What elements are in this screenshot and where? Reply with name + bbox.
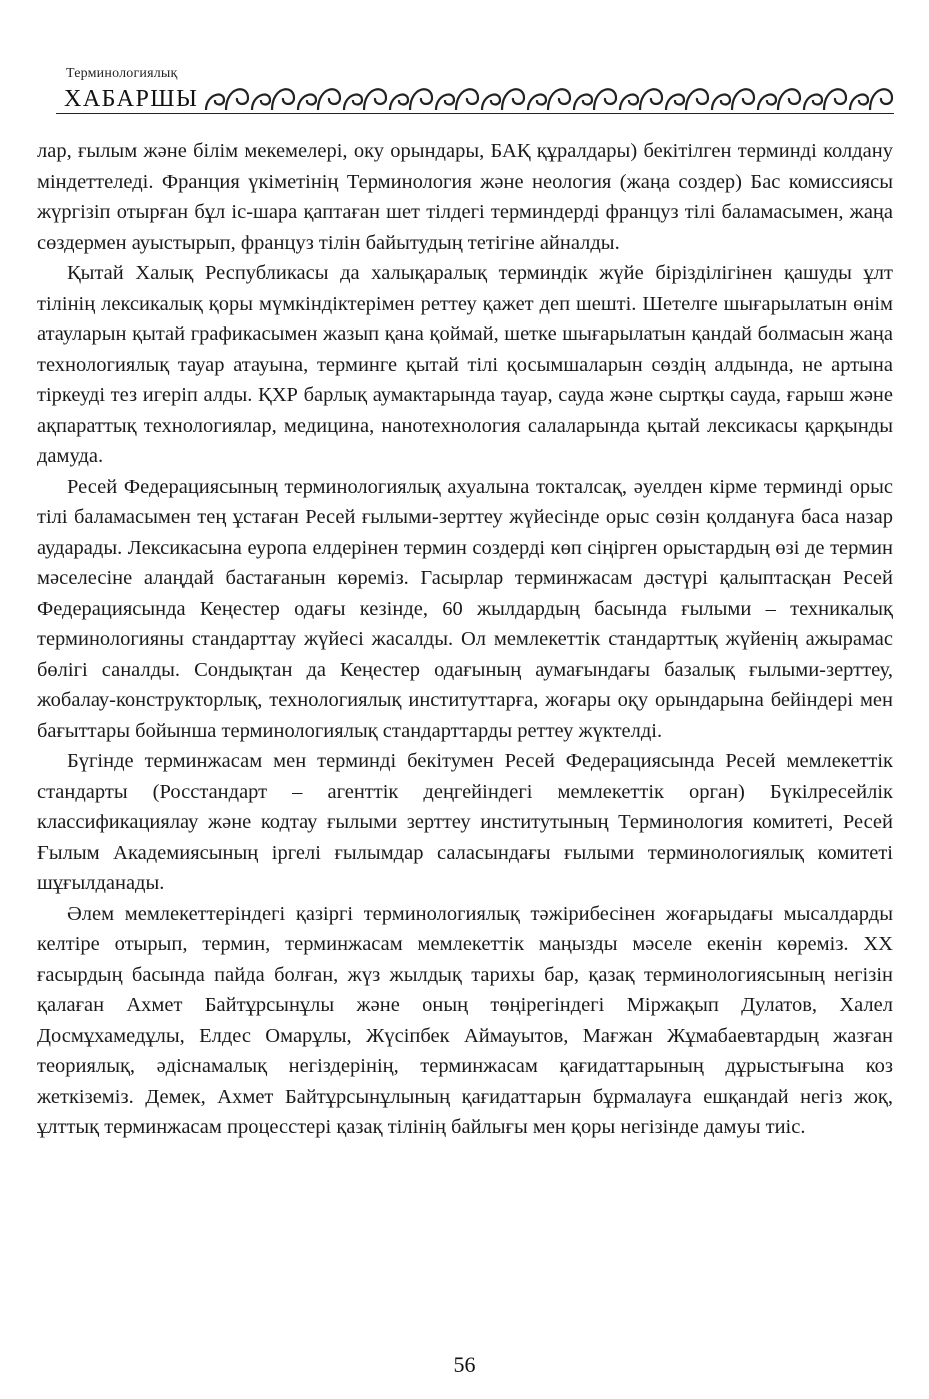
ornament-scroll-segment <box>528 89 570 110</box>
ornament-scroll-segment <box>574 89 616 110</box>
scroll-wave-ornament-icon <box>204 76 894 116</box>
paragraph: Бүгінде терминжасам мен терминді бекітумен Ресей Федерациясында Ресей мемлекеттік стандарты (Росстандарт – агенттік деңгейіндегі мемлекеттік орган) Бүкілресейлік классификациялау және кодтау ғылыми зерттеу институтының Терминология комитеті, Ресей Ғылым Академиясының іргелі ғылымдар саласындағы ғылыми терминологиялық комитеті шұғылданады. <box>37 750 893 894</box>
header-rule <box>56 113 894 114</box>
ornament-scroll-segment <box>804 89 846 110</box>
journal-subtitle: Терминологиялық <box>66 66 178 81</box>
ornament-scroll-segment <box>436 89 478 110</box>
paragraph: Қытай Халық Республикасы да халықаралық терминдік жүйе біріздiлігінен қашуды ұлт тілінің лексикалық қоры мүмкіндіктерімен реттеу қажет деп шешті. Шетелге шығарылатын өнім атауларын қытай графикасымен жазып қана қоймай, шетке шығарылатын қандай болмасын жаңа технологиялық тауар атауына, терминге қытай тілі қосымшаларын сөздің алдында, не артына тіркеуді тез игеріп алды. ҚХР барлық аумактарында тауар, сауда және сыртқы сауда, ғарыш және ақпараттық технологиялар, медицина, нанотехнология салаларында қытай лексикасы қарқынды дамуда. <box>37 262 893 467</box>
ornament-scroll-segment <box>390 89 432 110</box>
ornament-scroll-segment <box>252 89 294 110</box>
ornament-scroll-segment <box>666 89 708 110</box>
ornament-scroll-segment <box>850 89 892 110</box>
paragraph: Ресей Федерациясының терминологиялық ахуалына токталсақ, әуелден кірме терминді орыс тілі баламасымен тең ұстаған Ресей ғылыми-зерттеу жүйесінде орыс сөзін қолдануға баса назар аударады. Лексикасына еуропа елдерінен термин создерді көп сіңірген орыстардың өзі де термин мәселесіне алаңдай бастағанын көреміз. Гасырлар терминжасам дәстүрі қалыптасқан Ресей Федерациясында Кеңестер одағы кезінде, 60 жылдардың басында ғылыми – техникалық терминологияны стандарттау жүйесі жасалды. Ол мемлекеттік стандарттық жүйенің ажырамас бөлігі саналды. Сондықтан да Кеңестер одағының аумағындағы базалық ғылыми-зерттеу, жобалау-конструкторлық, технологиялық институттарға, жоғары оқу орындарына бейіндері мен бағыттары бойынша терминологиялық стандарттарды реттеу жүктелді. <box>37 475 893 742</box>
paragraph-continued: лар, ғылым және білім мекемелері, оку орындары, БАҚ құралдары) бекітілген терминді колдану міндеттеледі. Франция үкіметінің Терминология және неология (жаңа создер) Бас комиссиясы жүргізіп отырған бұл іс-шара қаптаған шет тілдегі терминдерді француз тілі баламасымен, жаңа сөздермен ауыстырып, француз тілін байытудың тетігіне айналды. <box>37 140 893 254</box>
journal-title: ХАБАРШЫ <box>64 86 199 112</box>
ornament-scroll-segment <box>298 89 340 110</box>
ornament-scroll-segment <box>482 89 524 110</box>
running-header <box>56 66 894 130</box>
ornament-scroll-segment <box>758 89 800 110</box>
ornament-scroll-segment <box>620 89 662 110</box>
article-body <box>37 136 893 1143</box>
ornament-scroll-segment <box>712 89 754 110</box>
ornament-scroll-segment <box>206 89 248 110</box>
ornament-scroll-segment <box>344 89 386 110</box>
page-number: 56 <box>453 1352 476 1377</box>
paragraph: Әлем мемлекеттеріндегі қазіргі терминологиялық тәжірибесінен жоғарыдағы мысалдарды келтіре отырып, термин, терминжасам мемлекеттік маңызды мәселе екенін көреміз. XX ғасырдың басында пайда болған, жүз жылдық тарихы бар, қазақ терминологиясының негізін қалаған Ахмет Байтұрсынұлы және оның төңірегіндегі Міржақып Дулатов, Халел Досмұхамедұлы, Елдес Омарұлы, Жүсіпбек Аймауытов, Мағжан Жұмабаевтардың жазған теориялық, әдіснамалық негіздерінің, терминжасам қағидаттарының дұрыстығына коз жеткіземіз. Демек, Ахмет Байтұрсынұлының қағидаттарын бұрмалауға ешқандай негіз жоқ, ұлттық терминжасам процесстері қазақ тілінің байлығы мен қоры негізінде дамуы тиіс. <box>37 902 893 1138</box>
